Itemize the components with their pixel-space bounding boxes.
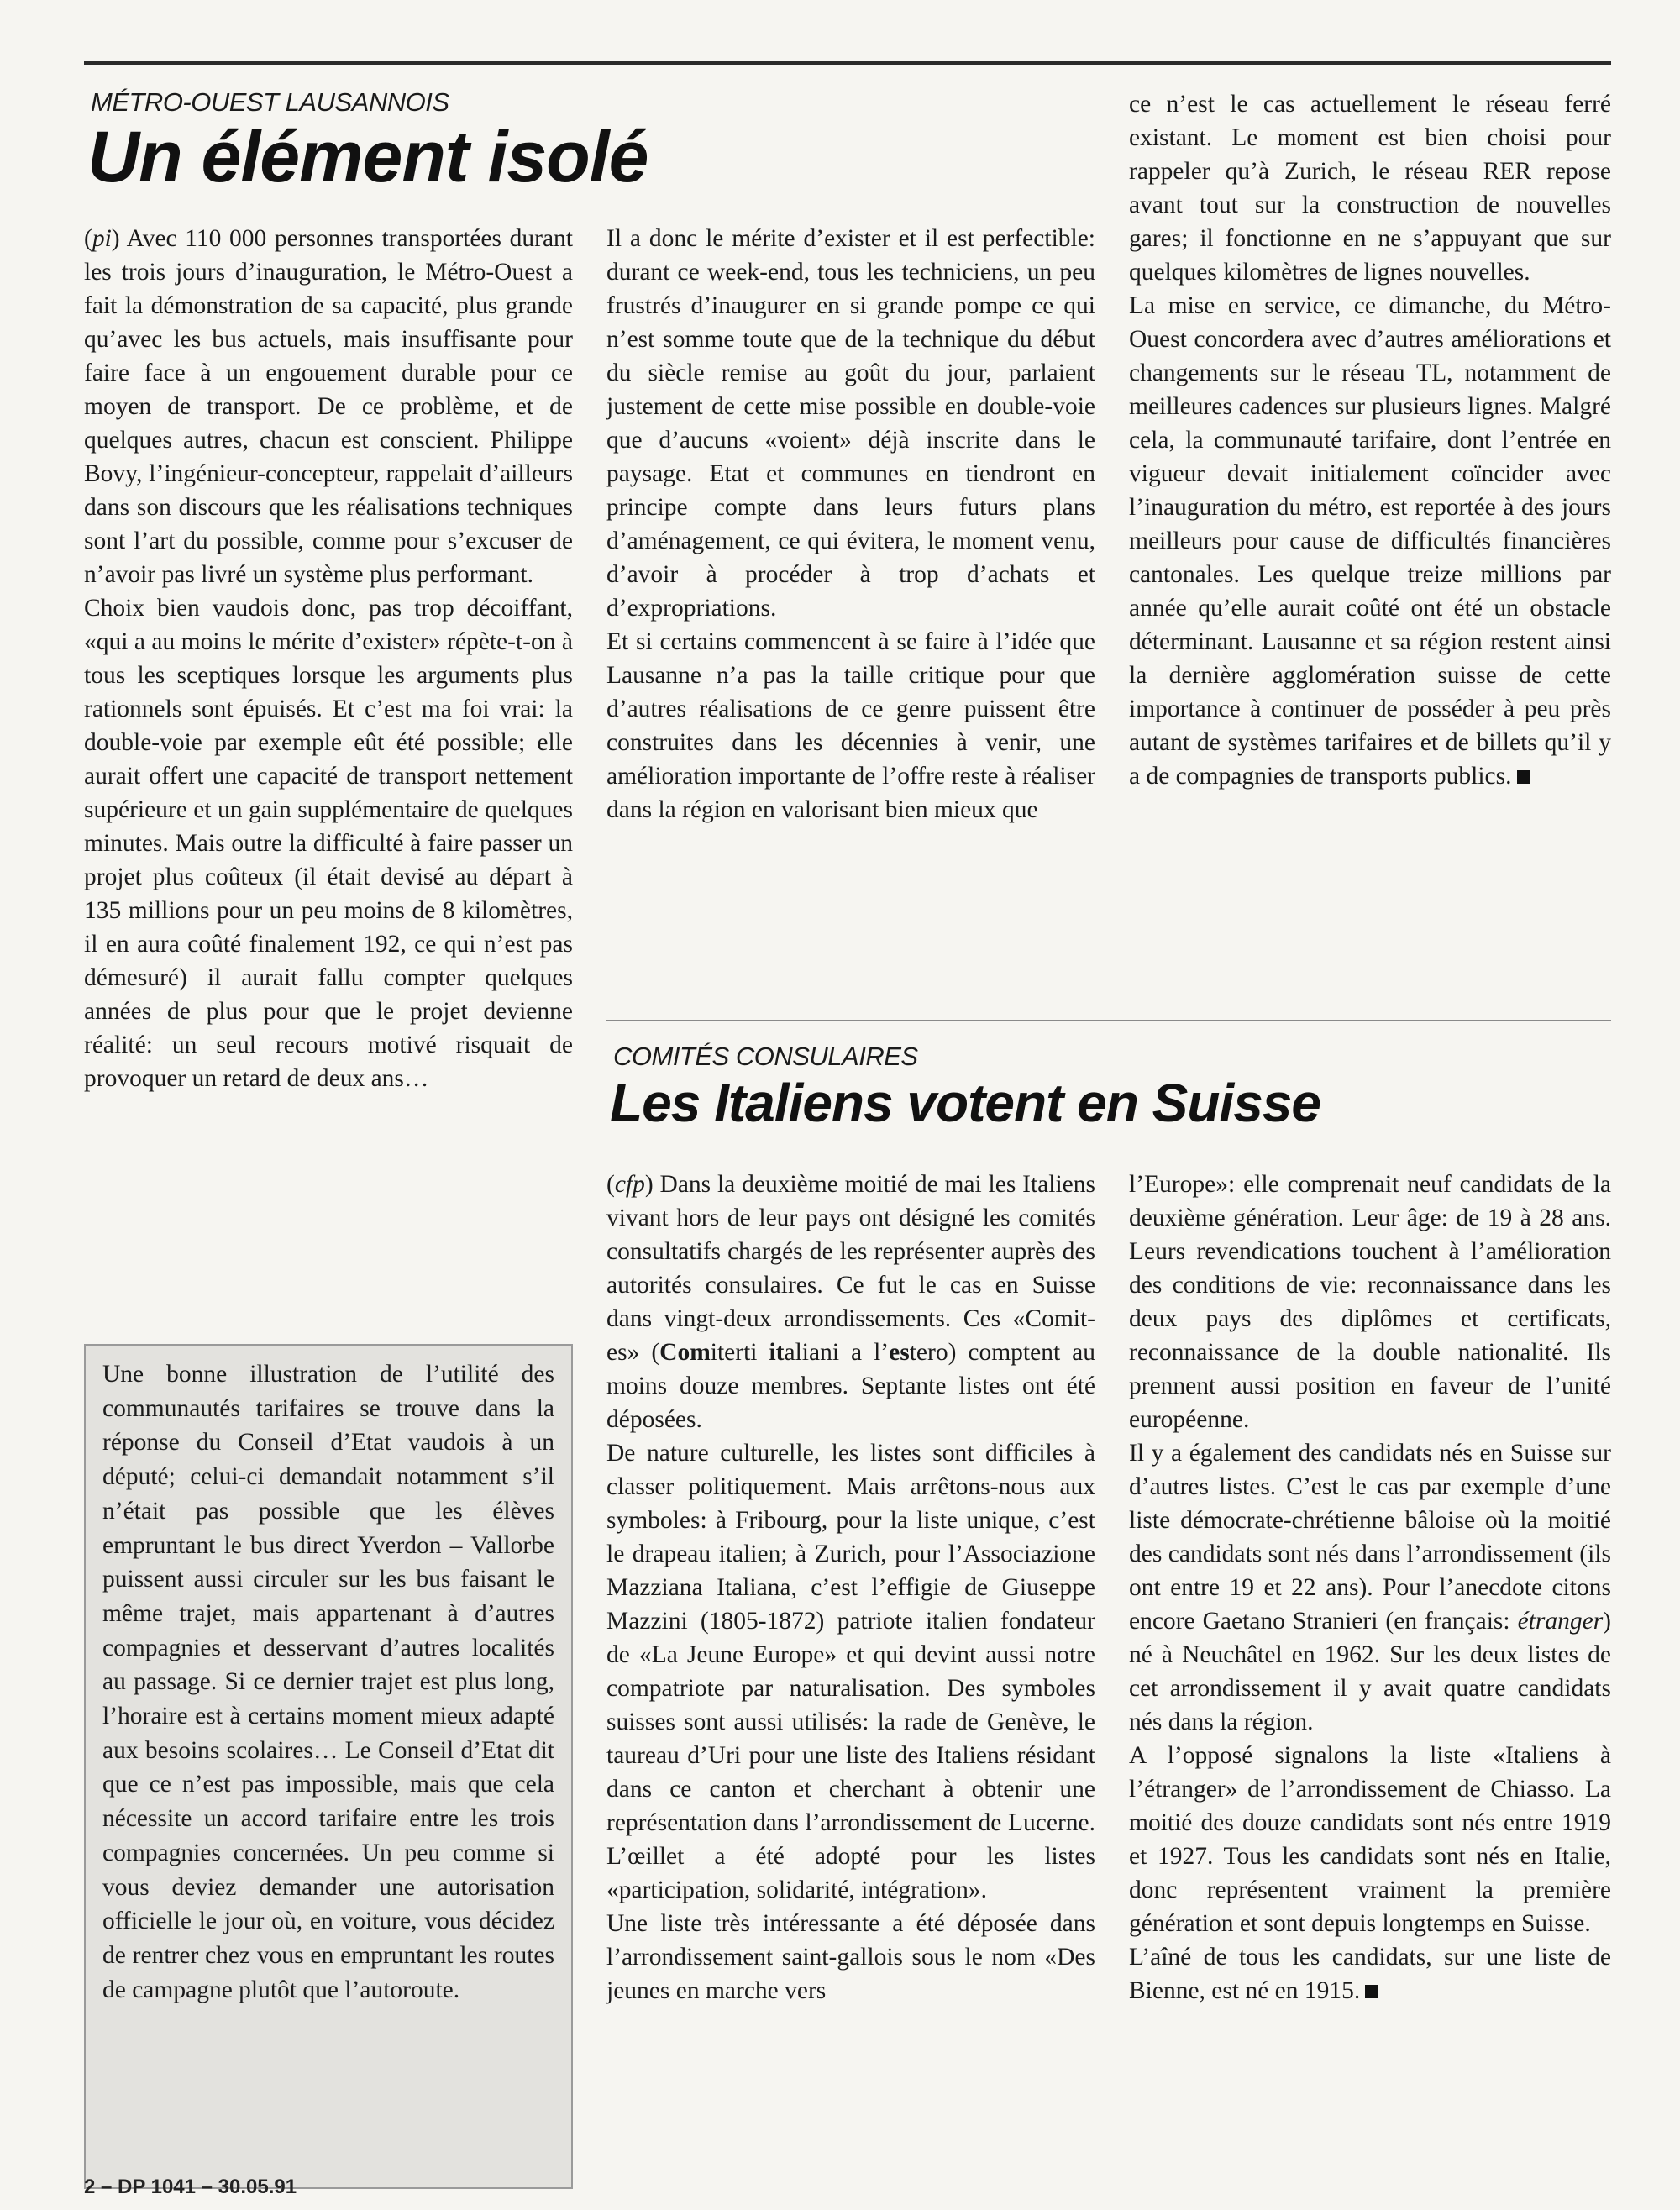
article2-col2-para2-em: étranger [1517,1608,1604,1635]
acronym-letters-1: Com [659,1339,711,1366]
article2-col1-para1-c2: aliani a l’ [784,1339,890,1366]
article1-column-1 [84,222,573,1095]
article2-col2-para3: A l’opposé signalons la liste «Italiens à l’étranger» de l’arrondissement de Chiasso. La moitié des douze candidats sont nés entre 1919 et 1927. Tous les candidats sont nés en Italie, donc représentent vraiment la première génération et sont depuis longtemps en Suisse. [1129,1742,1611,1937]
acronym-letters-2: it [769,1339,785,1366]
article2-col2-para2-b: ) né à Neuchâtel en 1962. Sur les deux listes de cet arrondissement il y avait quatre candidats nés dans la région. [1129,1608,1611,1735]
article1-col3-para1: ce n’est le cas actuellement le réseau ferré existant. Le moment est bien choisi pour rappeler qu’à Zurich, le réseau RER repose avant tout sur la construction de nouvelles gares; il fonctionne en ne s’appuyant que sur quelques kilomètres de lignes nouvelles. [1129,91,1611,286]
article2-column-1 [606,1168,1095,2008]
article1-col2-para1: Il a donc le mérite d’exister et il est perfectible: durant ce week-end, tous les techniciens, un peu frustrés d’inaugurer en si grande pompe ce qui n’est somme toute que de la technique du début du siècle remise au goût du jour, parlaient justement de cette mise possible en double-voie que d’aucuns «voient» déjà inscrite dans le paysage. Etat et communes en tiendront en principe compte dans leurs futurs plans d’aménagement, ce qui évitera, le moment venu, d’avoir à procéder à trop d’achats et d’expropriations. [606,225,1095,622]
article2-col1-para1-a: ) Dans la deuxième moitié de mai les Italiens vivant hors de leur pays ont désigné les comités consultatifs chargés de les représenter auprès des autorités consulaires. Ce fut le cas en Suisse dans vingt-deux arrondissements. Ces «Comit-es» ( [606,1171,1095,1366]
article2-col2-para2 [1129,1436,1611,1739]
article1-column-2 [606,222,1095,827]
article2-col1-para3: Une liste très intéressante a été déposée dans l’arrondissement saint-gallois sous le nom «Des jeunes en marche vers [606,1910,1095,2004]
article1-kicker: MÉTRO-OUEST LAUSANNOIS [91,87,449,117]
article1-col3-para2 [1129,289,1611,793]
article1-col3-para2-text: La mise en service, ce dimanche, du Métro-Ouest concordera avec d’autres améliorations et changements sur le réseau TL, notamment de meilleures cadences sur plusieurs lignes. Malgré cela, la communauté tarifaire, dont l’entrée en vigueur devait initialement coïncider avec l’inauguration du métro, est reportée à des jours meilleurs pour cause de difficultés financières cantonales. Les quelque treize millions par année qu’elle aurait coûté ont été un obstacle déterminant. Lausanne et sa région restent ainsi la dernière agglomération suisse de cette importance à continuer de posséder à peu près autant de systèmes tarifaires et de billets qu’il y a de compagnies de transports publics. [1129,292,1611,790]
top-rule [84,61,1611,65]
article2-col1-para1: (cfp) Dans la deuxième moitié de mai les Italiens vivant hors de leur pays ont désigné les comités consultatifs chargés de les représenter auprès des autorités consulaires. Ce fut le cas en Suisse dans vingt-deux arrondissements. Ces «Comit-es» (Comiterti italiani a l’estero) comptent au moins douze membres. Septante listes ont été déposées. [606,1171,1096,1433]
article2-col1-para1-c3: tero) comptent au moins douze membres. Septante listes ont été déposées. [606,1339,1096,1433]
sidebar-box [84,1344,573,2189]
acronym-letters-3: es [889,1339,910,1366]
article1-col2-para2: Et si certains commencent à se faire à l’idée que Lausanne n’a pas la taille critique pour que d’autres réalisations de ce genre puissent être construites dans les décennies à venir, une amélioration importante de l’offre reste à réaliser dans la région en valorisant bien mieux que [606,628,1095,823]
article1-column-3 [1129,87,1611,793]
article2-col1-para1-c1: iterti [710,1339,769,1366]
article1-col1-para1: (pi) Avec 110 000 personnes transportées durant les trois jours d’inauguration, le Métro-Ouest a fait la démonstration de sa capacité, plus grande qu’avec les bus actuels, mais insuffisante pour faire face à un engouement durable pour ce moyen de transport. De ce problème, et de quelques autres, chacun est conscient. Philippe Bovy, l’ingénieur-concepteur, rappelait d’ailleurs dans son discours que les réalisations techniques sont l’art du possible, comme pour s’excuser de n’avoir pas livré un système plus performant. [84,225,573,588]
page-footer: 2 – DP 1041 – 30.05.91 [84,2176,297,2198]
end-mark-icon [1517,770,1530,784]
article2-col2-para1: l’Europe»: elle comprenait neuf candidats de la deuxième génération. Leur âge: de 19 à 28 ans. Leurs revendications touchent à l’amélioration des conditions de vie: reconnaissance dans les deux pays des diplômes et certificats, reconnaissance de la double nationalité. Ils prennent aussi position en faveur de l’unité européenne. [1129,1171,1611,1433]
article2-column-2 [1129,1168,1611,2008]
article2-col2-para2-a: Il y a également des candidats nés en Suisse sur d’autres listes. C’est le cas par exemple d’une liste démocrate-chrétienne bâloise où la moitié des candidats sont nés dans l’arrondissement (ils ont entre 19 et 22 ans). Pour l’anecdote citons encore Gaetano Stranieri (en français: [1129,1440,1611,1635]
article1-signature: pi [92,225,112,252]
end-mark-icon [1365,1985,1378,1998]
article1-headline: Un élément isolé [87,117,648,197]
sidebar-text: Une bonne illustration de l’utilité des communautés tarifaires se trouve dans la réponse du Conseil d’Etat vaudois à un député; celui-ci demandait notamment s’il n’était pas possible que les élèves empruntant le bus direct Yverdon – Vallorbe puissent aussi circuler sur les bus faisant le même trajet, mais appartenant à d’autres compagnies et desservant d’autres localités au passage. Si ce dernier trajet est plus long, l’horaire est à certains moment mieux adapté aux besoins scolaires… Le Conseil d’Etat dit que ce n’est pas impossible, mais que cela nécessite un accord tarifaire entre les trois compagnies concernées. Un peu comme si vous deviez demander une autorisation officielle le jour où, en voiture, vous décidez de rentrer chez vous en empruntant les routes de campagne plutôt que l’autoroute. [102,1361,554,2003]
article2-col2-para4-text: L’aîné de tous les candidats, sur une liste de Bienne, est né en 1915. [1129,1944,1611,2004]
article2-signature: cfp [614,1171,645,1198]
article2-kicker: COMITÉS CONSULAIRES [613,1042,918,1071]
article2-headline: Les Italiens votent en Suisse [610,1073,1320,1133]
article1-col1-para1-text: ) Avec 110 000 personnes transportées durant les trois jours d’inauguration, le Métro-Ouest a fait la démonstration de sa capacité, plus grande qu’avec les bus actuels, mais insuffisante pour faire face à un engouement durable pour ce moyen de transport. De ce problème, et de quelques autres, chacun est conscient. Philippe Bovy, l’ingénieur-concepteur, rappelait d’ailleurs dans son discours que les réalisations techniques sont l’art du possible, comme pour s’excuser de n’avoir pas livré un système plus performant. [84,225,573,588]
article2-col2-para4 [1129,1940,1611,2008]
section-rule [606,1020,1611,1021]
article2-col1-para2: De nature culturelle, les listes sont difficiles à classer politiquement. Mais arrêtons-nous aux symboles: à Fribourg, pour la liste unique, c’est le drapeau italien; à Zurich, pour l’Associazione Mazziana Italiana, c’est l’effigie de Giuseppe Mazzini (1805-1872) patriote italien fondateur de «La Jeune Europe» et qui devint aussi notre compatriote par naturalisation. Des symboles suisses sont aussi utilisés: la rade de Genève, le taureau d’Uri pour une liste des Italiens résidant dans ce canton et cherchant à obtenir une représentation dans l’arrondissement de Lucerne. L’œillet a été adopté pour les listes «participation, solidarité, intégration». [606,1440,1095,1903]
article1-col1-para2: Choix bien vaudois donc, pas trop décoiffant, «qui a au moins le mérite d’exister» répète-t-on à tous les sceptiques lorsque les arguments plus rationnels sont épuisés. Et c’est ma foi vrai: la double-voie par exemple eût été possible; elle aurait offert une capacité de transport nettement supérieure et un gain supplémentaire de quelques minutes. Mais outre la difficulté à faire passer un projet plus coûteux (il était devisé au départ à 135 millions pour un peu moins de 8 kilomètres, il en aura coûté finalement 192, ce qui n’est pas démesuré) il aurait fallu compter quelques années de plus pour que le projet devienne réalité: un seul recours motivé risquait de provoquer un retard de deux ans… [84,595,573,1092]
